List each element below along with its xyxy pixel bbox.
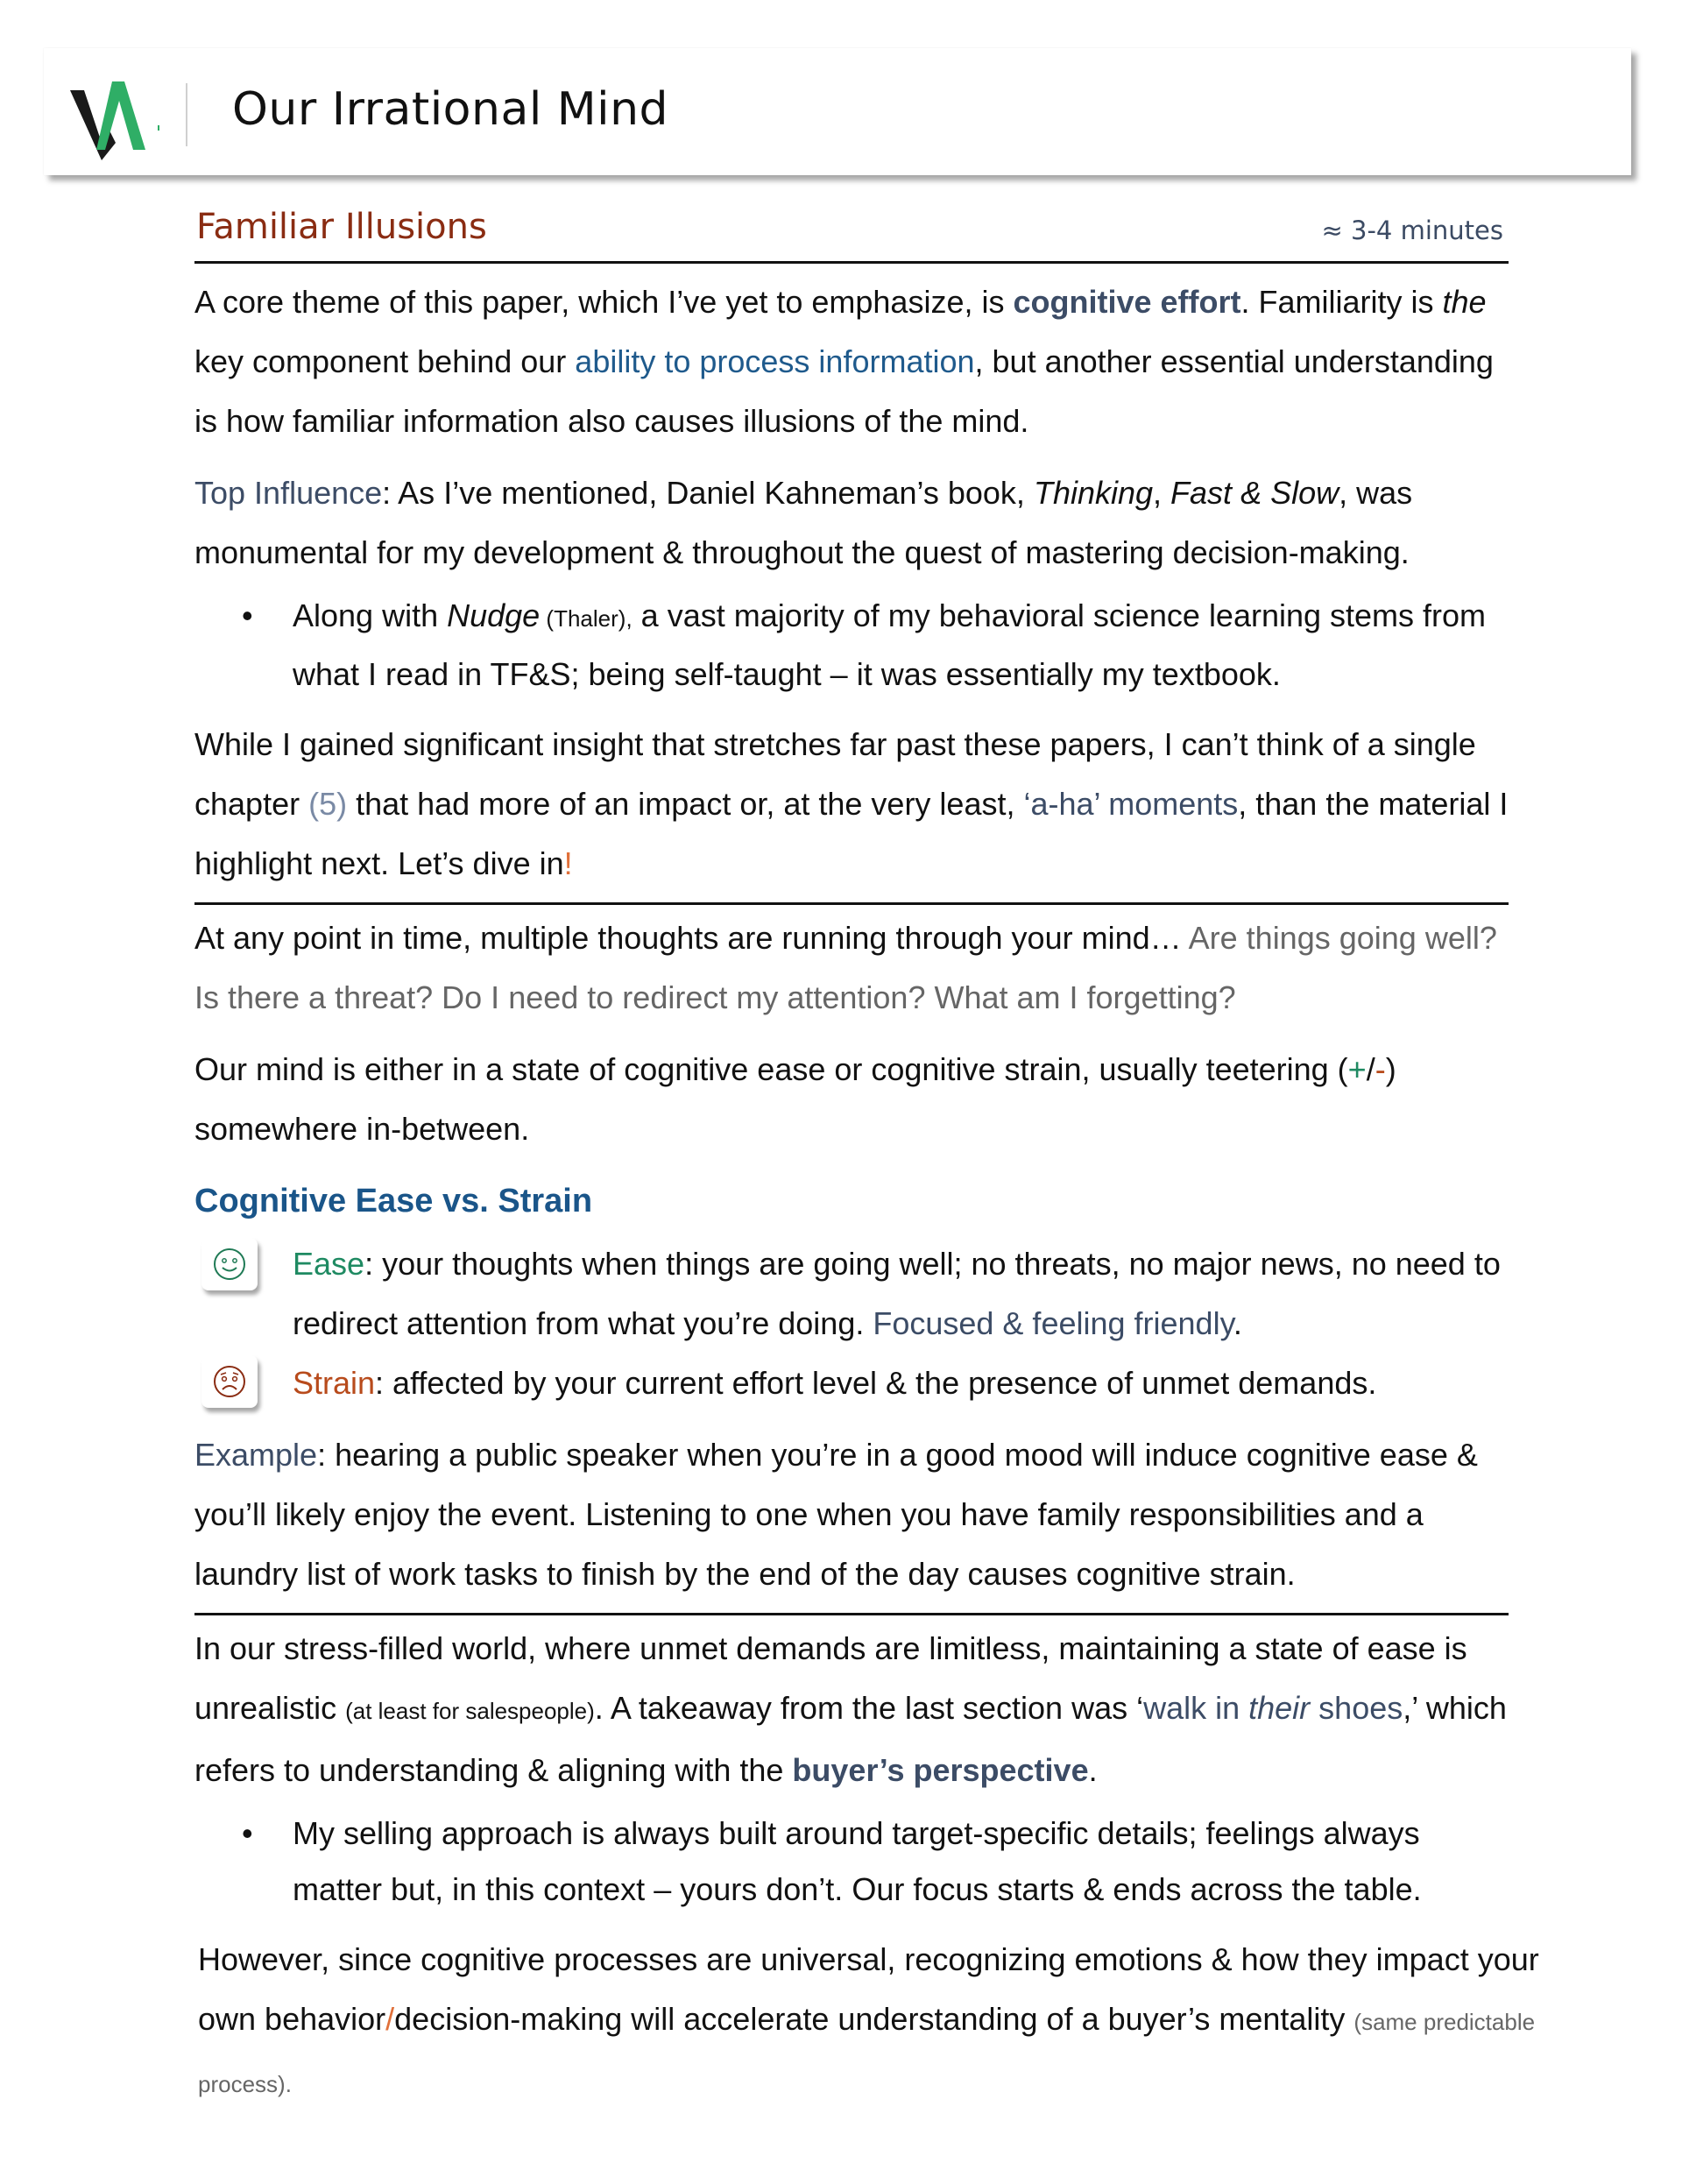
worried-face-icon: [201, 1355, 258, 1408]
logo-divider: [186, 83, 187, 146]
highlight-buyers-perspective: buyer’s perspective: [792, 1752, 1089, 1788]
highlight-focused-friendly: Focused & feeling friendly: [873, 1305, 1233, 1341]
thoughts-paragraph: At any point in time, multiple thoughts are running through your mind… Are things going well? Is there a threat? Do I need to redirect my attention? What am I forgetting?: [194, 920, 1497, 1015]
aside-text: (same predictable process).: [198, 2009, 1536, 2097]
bullet-icon: •: [242, 597, 253, 633]
chapter-reference: (5): [308, 786, 348, 822]
section-divider: [194, 902, 1509, 905]
example-paragraph: Example: hearing a public speaker when you’re in a good mood will induce cognitive ease & you’ll likely enjoy the event. Listening to one when you have family responsibilities and a laundry list of work tasks to finish by the end of the day causes cognitive strain.: [194, 1437, 1478, 1592]
stress-paragraph: In our stress-filled world, where unmet demands are limitless, maintaining a state of ease is unrealistic (at least for salespeople). A takeaway from the last section was ‘walk in their shoes,’ which refers to understanding & aligning with the buyer’s perspective.: [194, 1630, 1507, 1788]
list-item: • Along with Nudge (Thaler), a vast majority of my behavioral science learning stems from what I read in TF&S; being self-taught – it was essentially my textbook.: [293, 588, 1509, 703]
highlight-walk-in-their-shoes: walk in their shoes: [1143, 1690, 1403, 1726]
document-body: [194, 200, 1539, 2114]
top-influence-label: Top Influence: [194, 475, 383, 511]
smiley-face-icon: [201, 1238, 258, 1290]
inner-questions: Are things going well? Is there a threat? Do I need to redirect my attention? What am I forgetting?: [194, 920, 1497, 1015]
document-title: Our Irrational Mind: [232, 83, 669, 136]
cognitive-heading: Cognitive Ease vs. Strain: [194, 1183, 593, 1219]
state-paragraph: Our mind is either in a state of cognitive ease or cognitive strain, usually teetering (+/-) somewhere in-between.: [194, 1051, 1396, 1147]
document-header: [44, 48, 1631, 175]
chapter-paragraph: While I gained significant insight that stretches far past these papers, I can’t think of a single chapter (5) that had more of an impact or, at the very least, ‘a-ha’ moments, than the material I highlight next. Let’s dive in!: [194, 726, 1509, 881]
strain-item: Strain: affected by your current effort level & the presence of unmet demands.: [194, 1354, 1509, 1413]
highlight-cognitive-effort: cognitive effort: [1013, 284, 1241, 320]
intro-paragraph: A core theme of this paper, which I’ve yet to emphasize, is cognitive effort. Familiarity is the key component behind our ability to process information, but another essential understanding is how familiar information also causes illusions of the mind.: [194, 284, 1494, 439]
reading-time: ≈ 3-4 minutes: [1321, 216, 1503, 245]
bullet-list-influences: [194, 588, 1509, 703]
example-label: Example: [194, 1437, 318, 1473]
strain-label: Strain: [293, 1365, 376, 1401]
section-divider: [194, 1613, 1509, 1615]
section-header: [194, 200, 1509, 264]
section-title: Familiar Illusions: [196, 207, 487, 247]
bullet-icon: •: [242, 1815, 253, 1851]
ease-label: Ease: [293, 1246, 365, 1282]
list-item: • My selling approach is always built around target-specific details; feelings always matter but, in this context – yours don’t. Our focus starts & ends across the table.: [293, 1806, 1509, 1918]
top-influence-paragraph: Top Influence: As I’ve mentioned, Daniel Kahneman’s book, Thinking, Fast & Slow, was monumental for my development & throughout the quest of mastering decision-making.: [194, 475, 1413, 570]
highlight-aha-moments: ‘a-ha’ moments: [1023, 786, 1239, 822]
bullet-list-selling: [194, 1806, 1509, 1918]
highlight-process-information: ability to process information: [575, 343, 975, 379]
va-logo-icon: [70, 81, 171, 160]
conclusion-paragraph: However, since cognitive processes are universal, recognizing emotions & how they impact your own behavior/decision-making will accelerate understanding of a buyer’s mentality (same predictable process).: [198, 1941, 1539, 2097]
ease-item: Ease: your thoughts when things are going well; no threats, no major news, no need to redirect attention from what you’re doing. Focused & feeling friendly.: [194, 1234, 1509, 1354]
